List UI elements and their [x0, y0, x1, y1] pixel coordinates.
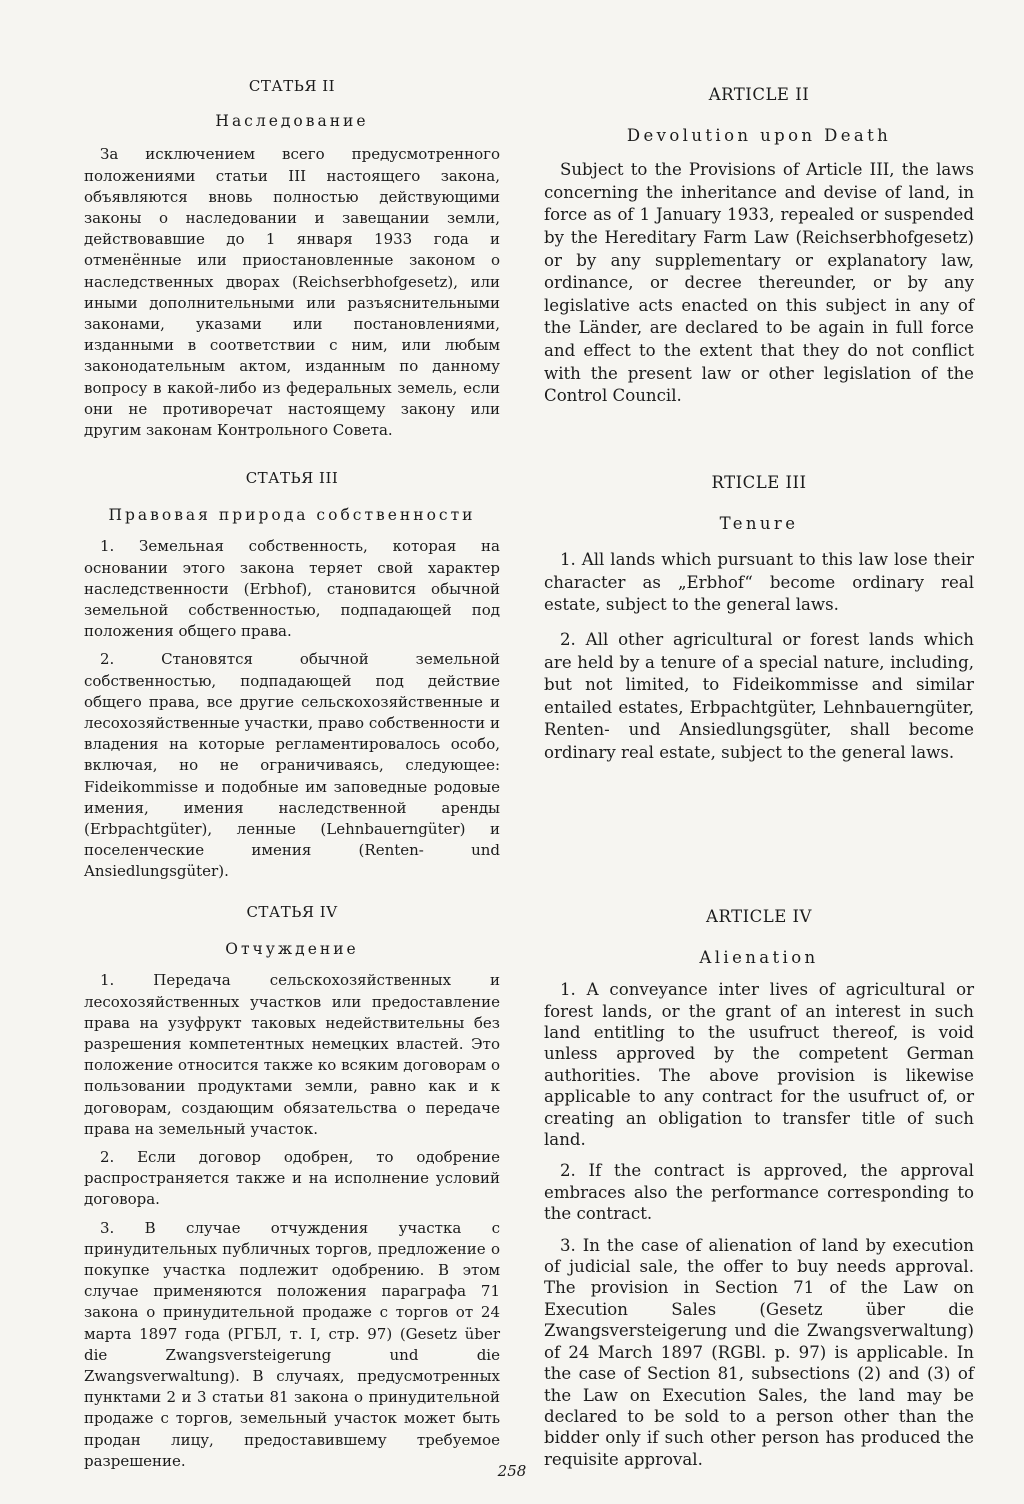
- ru-article-4-subheading: Отчуждение: [225, 940, 359, 959]
- en-article-4-subheading: Alienation: [699, 947, 819, 967]
- ru-article-3-subheading: Правовая природа собственности: [108, 506, 476, 525]
- ru-article-3: [84, 468, 500, 883]
- ru-article-2-heading: СТАТЬЯ II: [248, 77, 336, 95]
- en-article-4: [544, 906, 974, 1470]
- ru-article-2: [84, 76, 500, 441]
- en-article-2: [544, 84, 974, 408]
- en-article-2-paragraph: Subject to the Provisions of Article III, the laws concerning the inheritance and devise of land, in force as of 1 January 1933, repealed or suspended by the Hereditary Farm Law (Reichserbhofgesetz) or by any supplementary or explanatory law, ordinance, or decree thereunder, or by any legislative acts enacted on this subject in any of the Länder, are declared to be again in full force and effect to the extent that they do not conflict with the present law or other legislation of the Control Council.: [544, 160, 974, 406]
- ru-article-2-subheading: Наследование: [215, 112, 369, 131]
- ru-article-4-paragraph-2: 2. Если договор одобрен, то одобрение распространяется также и на исполнение условий договора.: [84, 1148, 500, 1209]
- en-article-3: [544, 472, 974, 765]
- en-article-4-heading: ARTICLE IV: [706, 907, 812, 926]
- en-article-3-paragraph-1: 1. All lands which pursuant to this law lose their character as „Erbhof“ become ordinary real estate, subject to the general laws.: [544, 550, 974, 615]
- en-article-3-subheading: Tenure: [719, 513, 799, 533]
- en-article-2-heading: ARTICLE II: [708, 85, 810, 104]
- ru-article-3-paragraph-1: 1. Земельная собственность, которая на основании этого закона теряет свой характер наследственности (Erbhof), становится обычной земельной собственностью, подпадающей под положения общего права.: [84, 537, 500, 641]
- en-article-4-paragraph-3: 3. In the case of alienation of land by execution of judicial sale, the offer to buy needs approval. The provision in Section 71 of the Law on Execution Sales (Gesetz über die Zwangsversteigerung und die Zwangsverwaltung) of 24 March 1897 (RGBl. p. 97) is applicable. In the case of Section 81, subsections (2) and (3) of the Law on Execution Sales, the land may be declared to be sold to a person other than the bidder only if such other person has produced the requisite approval.: [544, 1235, 974, 1469]
- en-article-4-paragraph-2: 2. If the contract is approved, the approval embraces also the performance corresponding to the contract.: [544, 1161, 974, 1224]
- en-article-3-heading: RTICLE III: [711, 473, 807, 492]
- ru-article-3-heading: СТАТЬЯ III: [245, 469, 339, 487]
- page-number: 258: [497, 1462, 527, 1480]
- ru-article-4-paragraph-1: 1. Передача сельскохозяйственных и лесохозяйственных участков или предоставление права на узуфрукт таковых недействительны без разрешения компетентных немецких властей. Это положение относится также ко всяким договорам о пользовании продуктами земли, равно как и к договорам, создающим обязательства о передаче права на земельный участок.: [84, 971, 500, 1138]
- ru-article-2-paragraph: За исключением всего предусмотренного положениями статьи III настоящего закона, объявляются вновь полностью действующими законы о наследовании и завещании земли, действовавшие до 1 января 1933 года и отменённые или приостановленные законом о наследственных дворах (Reichserbhofgesetz), или иными дополнительными или разъяснительными законами, указами или постановлениями, изданными в соответствии с ним, или любым законодательным актом, изданным по данному вопросу в какой-либо из федеральных земель, если они не противоречат настоящему закону или другим законам Контрольного Совета.: [84, 145, 500, 440]
- en-article-4-paragraph-1: 1. A conveyance inter lives of agricultural or forest lands, or the grant of an interest in such land entitling to the usufruct thereof, is void unless approved by the competent German authorities. The above provision is likewise applicable to any contract for the usufruct of, or creating an obligation to transfer title of such land.: [544, 980, 974, 1150]
- en-article-2-subheading: Devolution upon Death: [626, 125, 892, 145]
- ru-article-4-paragraph-3: 3. В случае отчуждения участка с принудительных публичных торгов, предложение о покупке участка подлежит одобрению. В этом случае применяются положения параграфа 71 закона о принудительной продаже с торгов от 24 марта 1897 года (РГБЛ, т. I, стр. 97) (Gesetz über die Zwangsversteigerung und die Zwangsverwaltung). В случаях, предусмотренных пунктами 2 и 3 статьи 81 закона о принудительной продаже с торгов, земельный участок может быть продан лицу, предоставившему требуемое разрешение.: [84, 1218, 500, 1470]
- en-article-3-paragraph-2: 2. All other agricultural or forest lands which are held by a tenure of a special nature, including, but not limited, to Fideikommisse and similar entailed estates, Erbpachtgüter, Lehnbauerngüter, Renten- und Ansiedlungsgüter, shall become ordinary real estate, subject to the general laws.: [544, 629, 974, 762]
- ru-article-4-heading: СТАТЬЯ IV: [246, 903, 338, 921]
- ru-article-3-paragraph-2: 2. Становятся обычной земельной собственностью, подпадающей под действие общего права, все другие сельскохозяйственные и лесохозяйственные участки, право собственности и владения на которые регламентировалось особо, включая, но не ограничиваясь, следующее: Fideikommisse и подобные им заповедные родовые имения, имения наследственной аренды (Erbpachtgüter), ленные (Lehnbauerngüter) и поселенческие имения (Renten- und Ansiedlungsgüter).: [84, 650, 500, 881]
- ru-article-4: [84, 902, 500, 1472]
